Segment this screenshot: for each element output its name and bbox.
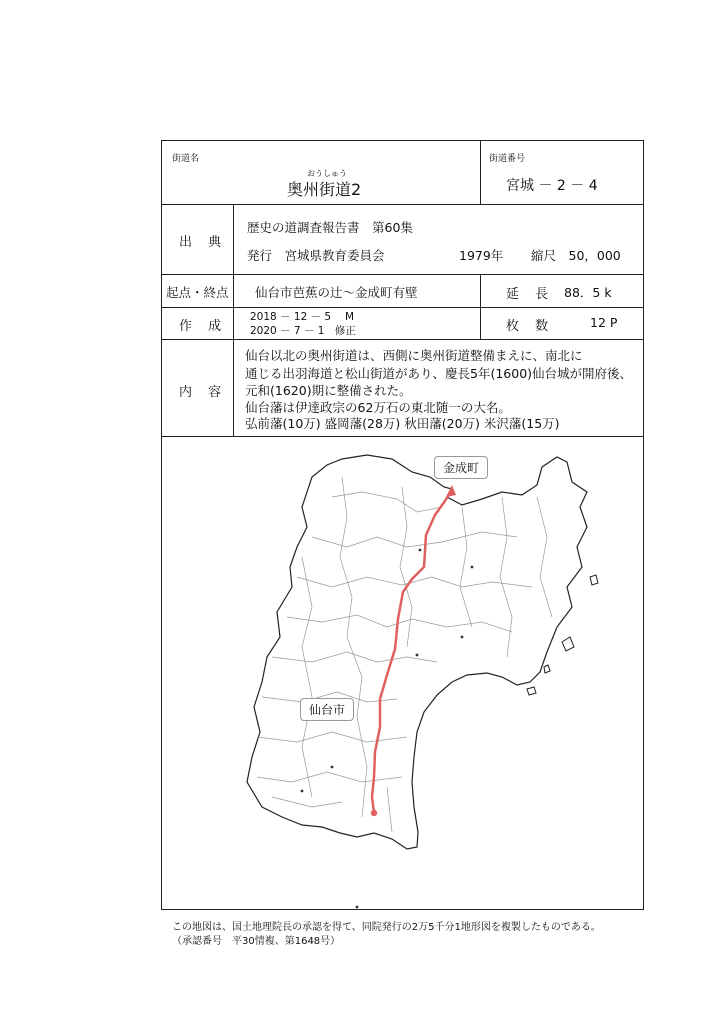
content-line: 仙台以北の奥州街道は、西側に奥州街道整備まえに、南北に [245,348,583,363]
road-number-label: 街道番号 [489,154,526,164]
creation-label: 作 成 [179,319,228,334]
divider [162,274,643,275]
route-start-marker [371,810,377,816]
content-line: 通じる出羽海道と松山街道があり、慶長5年(1600)仙台城が開府後、 [245,366,633,381]
copyright-note: この地図は、国土地理院長の承認を得て、同院発行の2万5千分1地形図を複製したものである。 [172,922,601,933]
approval-number: （承認番号 平30情複、第1648号） [172,936,341,947]
road-name-label: 街道名 [172,154,200,164]
route-label: 起点・終点 [166,285,229,300]
route-value: 仙台市芭蕉の辻～金成町有壁 [255,285,418,300]
content-line: 弘前藩(10万) 盛岡藩(28万) 秋田藩(20万) 米沢藩(15万) [245,416,560,431]
source-scale: 縮尺 50，000 [531,248,621,263]
map-label-end: 金成町 [434,456,488,479]
map-label-start: 仙台市 [300,698,354,721]
content-line: 元和(1620)期に整備された。 [245,383,412,398]
divider [162,339,643,340]
route-map [162,437,642,909]
content-label: 内 容 [179,385,228,400]
divider [162,307,643,308]
divider [162,204,643,205]
prefecture-outline [247,455,587,849]
divider [480,274,481,339]
page-title: 奥州街道2 [287,180,362,199]
road-number: 宮城 － 2 － 4 [506,178,598,194]
pages-label: 枚 数 [506,319,555,334]
source-title: 歴史の道調査報告書 第60集 [247,220,413,235]
length-label: 延 長 [506,287,555,302]
divider [480,141,481,204]
creation-date: 2018 － 12 － 5 M [250,311,355,323]
title-ruby: おうしゅう [307,169,347,178]
revision-date: 2020 － 7 － 1 修正 [250,325,356,337]
content-line: 仙台藩は伊達政宗の62万石の東北随一の大名。 [245,400,511,415]
road-record-sheet [161,140,644,910]
source-label: 出 典 [179,235,228,250]
source-year: 1979年 [459,248,504,263]
divider [233,204,234,436]
pages-value: 12 P [590,315,618,330]
length-value: 88．5 k [564,285,612,300]
source-publisher: 発行 宮城県教育委員会 [247,248,385,263]
